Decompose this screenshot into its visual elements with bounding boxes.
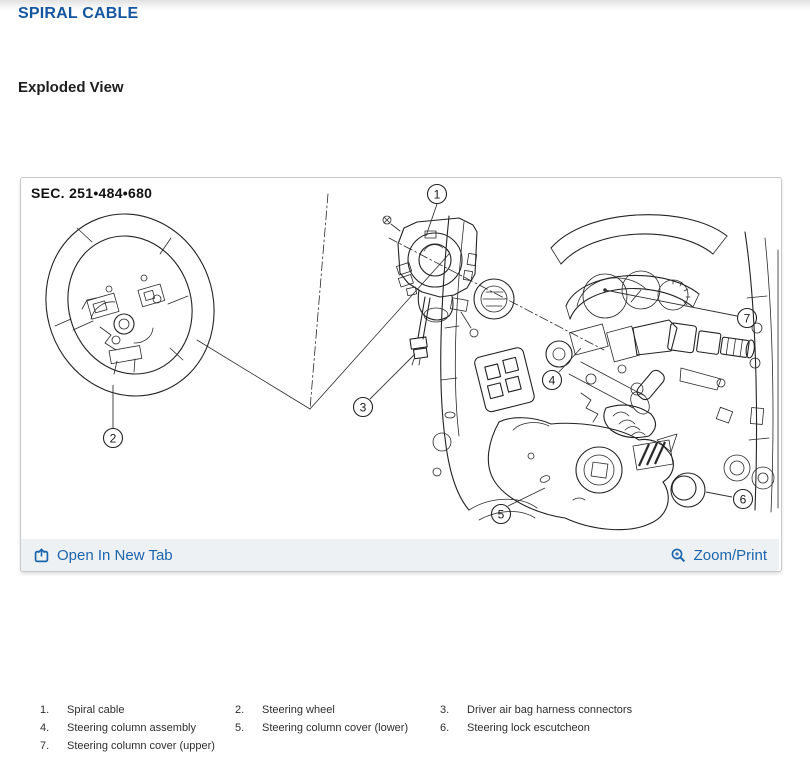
legend-label: Spiral cable	[67, 704, 125, 716]
exploded-view-diagram	[21, 178, 779, 538]
legend-label: Steering column assembly	[67, 722, 197, 734]
legend-number: 1.	[40, 704, 50, 716]
svg-text:3: 3	[359, 400, 367, 415]
steering-wheel-drawing	[21, 190, 239, 420]
legend-label: Steering column cover (lower)	[262, 722, 409, 734]
section-heading: Exploded View	[18, 79, 124, 96]
legend-item-4	[40, 719, 235, 737]
svg-text:7: 7	[743, 311, 751, 326]
exploded-view-figure	[20, 177, 782, 572]
callout-3	[354, 398, 373, 417]
open-in-new-tab-icon	[33, 547, 50, 564]
svg-text:4: 4	[548, 373, 556, 388]
legend-item-6	[440, 719, 795, 737]
escutcheon-drawing	[671, 473, 705, 507]
svg-text:2: 2	[109, 431, 117, 446]
callout-6	[734, 490, 753, 509]
figure-toolbar	[21, 539, 779, 571]
legend-number: 5.	[235, 722, 245, 734]
legend-number: 2.	[235, 704, 245, 716]
legend-item-2	[235, 701, 440, 719]
callout-1	[428, 185, 447, 204]
legend-label: Steering column cover (upper)	[67, 740, 215, 752]
dashboard-drawing	[433, 215, 778, 530]
lower-cover-drawing	[488, 418, 673, 530]
legend-number: 4.	[40, 722, 50, 734]
legend-label: Driver air bag harness connectors	[467, 704, 633, 716]
svg-text:6: 6	[739, 492, 747, 507]
legend-item-3	[440, 701, 795, 719]
legend-item-7	[40, 737, 235, 755]
callout-bubbles	[104, 185, 757, 524]
page-title: SPIRAL CABLE	[18, 5, 139, 22]
combination-switch-drawing	[633, 320, 756, 402]
legend-item-1	[40, 701, 235, 719]
legend-item-5	[235, 719, 440, 737]
callout-4	[543, 371, 562, 390]
zoom-print-label: Zoom/Print	[693, 546, 767, 564]
sec-number-label: SEC. 251•484•680	[31, 185, 153, 201]
legend-number: 6.	[440, 722, 450, 734]
open-in-new-tab-link[interactable]	[33, 547, 173, 564]
open-in-new-tab-label: Open In New Tab	[57, 546, 173, 564]
callout-2	[104, 429, 123, 448]
parts-legend	[20, 701, 795, 755]
legend-label: Steering lock escutcheon	[467, 722, 590, 734]
svg-text:5: 5	[497, 507, 505, 522]
zoom-magnifier-icon	[670, 547, 687, 564]
svg-text:1: 1	[433, 187, 441, 202]
legend-number: 3.	[440, 704, 450, 716]
legend-number: 7.	[40, 740, 50, 752]
hatch-panel	[633, 440, 673, 470]
legend-label: Steering wheel	[262, 704, 335, 716]
zoom-print-link[interactable]	[670, 547, 767, 564]
spiral-cable-drawing	[383, 216, 478, 337]
